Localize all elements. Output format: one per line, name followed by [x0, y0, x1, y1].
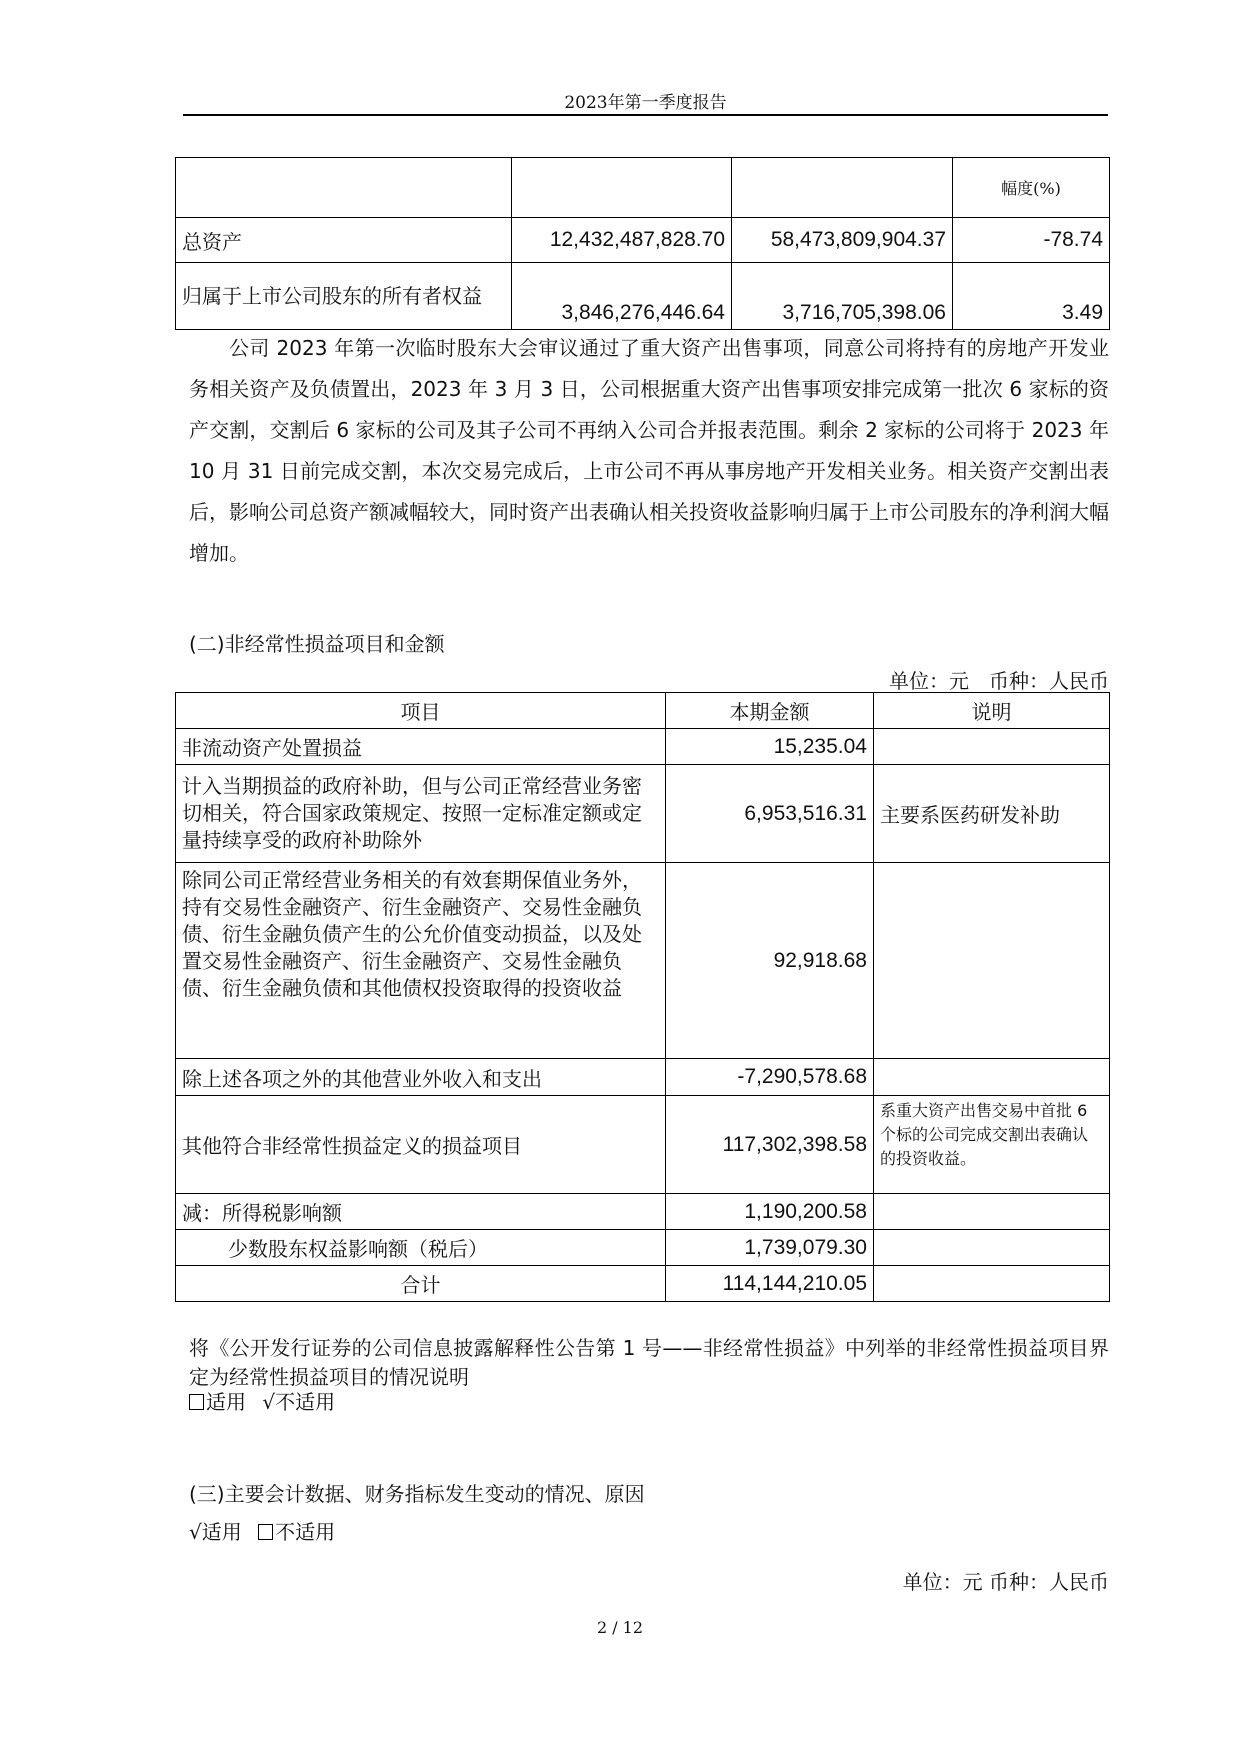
item-label: 少数股东权益影响额（税后）	[176, 1230, 666, 1266]
section2-title: (二)非经常性损益项目和金额	[189, 632, 445, 656]
row-label: 归属于上市公司股东的所有者权益	[176, 263, 512, 330]
paragraph-text: 公司 2023 年第一次临时股东大会审议通过了重大资产出售事项，同意公司将持有的房地产开发业务相关资产及负债置出，2023 年 3 月 3 日，公司根据重大资产出售事项安排完成第一批次 6 家标的资产交割，交割后 6 家标的公司及其子公司不再纳入公司合并报表范围。剩余 2 家标的公司将于 2023 年 10 月 31 日前完成交割，本次交易完成后，上市公司不再从事房地产开发相关业务。相关资产交割出表后，影响公司总资产额减幅较大，同时资产出表确认相关投资收益影响归属于上市公司股东的净利润大幅增加。	[189, 336, 1109, 565]
col-header-amount: 本期金额	[666, 693, 874, 729]
col-header-note: 说明	[874, 693, 1110, 729]
note-text	[874, 1266, 1110, 1302]
amount-value: 15,235.04	[666, 729, 874, 765]
amount-value: 1,739,079.30	[666, 1230, 874, 1266]
item-label: 非流动资产处置损益	[176, 729, 666, 765]
change-value: -78.74	[953, 218, 1110, 263]
item-label: 合计	[176, 1266, 666, 1302]
section3-unit: 单位：元 币种：人民币	[902, 1570, 1109, 1594]
header-divider	[183, 114, 1108, 116]
option-applicable: 适用	[201, 1520, 242, 1544]
explanation-options	[189, 1386, 335, 1415]
table-row	[176, 1059, 1110, 1096]
page-header-title: 2023年第一季度报告	[564, 93, 727, 113]
item-label: 计入当期损益的政府补助，但与公司正常经营业务密切相关，符合国家政策规定、按照一定标准定额或定量持续享受的政府补助除外	[176, 765, 666, 863]
table-row	[176, 1096, 1110, 1194]
note-text	[874, 1194, 1110, 1230]
item-label: 除上述各项之外的其他营业外收入和支出	[176, 1059, 666, 1096]
balance-table	[175, 157, 1110, 330]
note-text	[874, 863, 1110, 1059]
prior-value: 58,473,809,904.37	[732, 218, 953, 263]
row-label: 总资产	[176, 218, 512, 263]
checkmark-icon: √	[189, 1520, 202, 1544]
change-value: 3.49	[953, 263, 1110, 330]
explanation-text: 将《公开发行证券的公司信息披露解释性公告第 1 号——非经常性损益》中列举的非经常性损益项目界定为经常性损益项目的情况说明	[189, 1336, 1109, 1389]
amount-value: 117,302,398.58	[666, 1096, 874, 1194]
table-header-row	[176, 693, 1110, 729]
section3-options	[189, 1516, 335, 1545]
amount-value: 1,190,200.58	[666, 1194, 874, 1230]
change-header: 幅度(%)	[953, 158, 1110, 218]
col-header-item: 项目	[176, 693, 666, 729]
note-text: 主要系医药研发补助	[874, 765, 1110, 863]
non-recurring-table	[175, 692, 1110, 1302]
checkbox-empty-icon	[189, 1394, 204, 1410]
checkmark-icon: √	[262, 1390, 276, 1414]
item-label: 除同公司正常经营业务相关的有效套期保值业务外，持有交易性金融资产、衍生金融资产、交易性金融负债、衍生金融负债产生的公允价值变动损益，以及处置交易性金融资产、衍生金融资产、交易性金融负债、衍生金融负债和其他债权投资取得的投资收益	[176, 863, 666, 1059]
amount-value: 114,144,210.05	[666, 1266, 874, 1302]
explanatory-paragraph	[189, 328, 1109, 574]
page-number: 2 / 12	[596, 1618, 644, 1637]
note-text	[874, 1230, 1110, 1266]
option-not-applicable: 不适用	[275, 1390, 336, 1414]
table-header-row	[176, 158, 1110, 218]
prior-value: 3,716,705,398.06	[732, 263, 953, 330]
table-row	[176, 1194, 1110, 1230]
table-row	[176, 729, 1110, 765]
section3-title: (三)主要会计数据、财务指标发生变动的情况、原因	[189, 1482, 645, 1506]
option-applicable: 适用	[206, 1390, 246, 1414]
item-label: 减：所得税影响额	[176, 1194, 666, 1230]
table-row	[176, 263, 1110, 330]
table-row	[176, 863, 1110, 1059]
current-value: 3,846,276,446.64	[512, 263, 732, 330]
table-row	[176, 218, 1110, 263]
amount-value: -7,290,578.68	[666, 1059, 874, 1096]
amount-value: 6,953,516.31	[666, 765, 874, 863]
note-text: 系重大资产出售交易中首批 6 个标的公司完成交割出表确认的投资收益。	[874, 1096, 1110, 1194]
checkbox-empty-icon	[258, 1524, 273, 1540]
option-not-applicable: 不适用	[275, 1520, 336, 1544]
note-text	[874, 1059, 1110, 1096]
amount-value: 92,918.68	[666, 863, 874, 1059]
table-row	[176, 765, 1110, 863]
note-text	[874, 729, 1110, 765]
current-value: 12,432,487,828.70	[512, 218, 732, 263]
item-label: 其他符合非经常性损益定义的损益项目	[176, 1096, 666, 1194]
table-row	[176, 1266, 1110, 1302]
section2-unit: 单位：元 币种：人民币	[889, 669, 1109, 693]
table-row	[176, 1230, 1110, 1266]
